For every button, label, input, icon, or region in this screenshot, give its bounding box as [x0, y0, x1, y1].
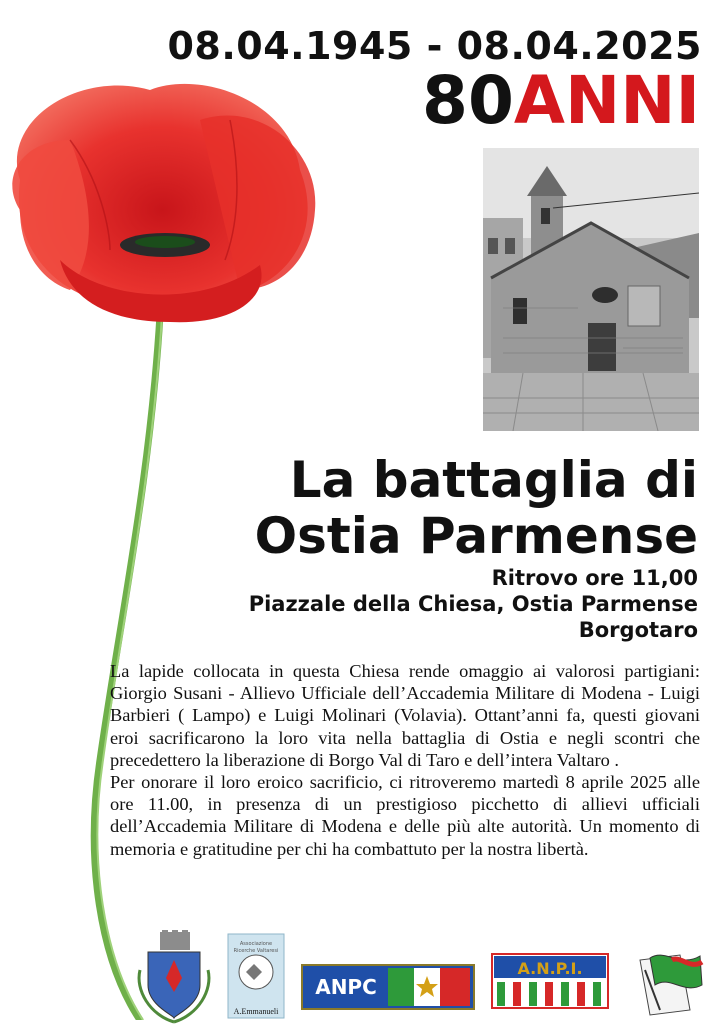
meeting-place: Piazzale della Chiesa, Ostia Parmense [248, 592, 698, 616]
title-line-1: La battaglia di [289, 451, 698, 509]
description-paragraph-2: Per onorare il loro eroico sacrificio, ci ritroveremo martedì 8 aprile 2025 alle ore 11.00, in presenza di un prestigioso picchetto di allievi ufficiali dell’Accademia Militare di Modena e delle più alte autorità. Un momento di memoria e gratitudine per chi ha combattuto per la nostra libertà. [110, 772, 700, 859]
anpi-label: A.N.P.I. [517, 959, 583, 978]
emmanueli-association-logo [228, 934, 284, 1018]
anpi-logo [492, 954, 608, 1008]
event-dates: 08.04.1945 - 08.04.2025 [167, 24, 702, 68]
description-paragraph-1: La lapide collocata in questa Chiesa rende omaggio ai valorosi partigiani: Giorgio Susani - Allievo Ufficiale dell’Accademia Militare di Modena - Luigi Barbieri ( Lampo) e Luigi Molinari (Volavia). Ottant’anni fa, questi giovani eroi sacrificarono la loro vita nella battaglia di Ostia e negli scontri che precedettero la liberazione di Borgo Val di Taro e dell’intera Valtaro . [110, 661, 700, 770]
assoc-sublabel: Ricerche Valtaresi [233, 948, 279, 954]
event-description [110, 660, 700, 860]
anniversary-word: ANNI [513, 62, 700, 139]
flag-emblem-logo [640, 955, 702, 1015]
meeting-town: Borgotaro [578, 618, 698, 642]
assoc-label: Associazione [239, 941, 273, 947]
anniversary-heading [422, 62, 700, 139]
church-photo [483, 148, 699, 431]
meeting-time: Ritrovo ore 11,00 [491, 566, 698, 590]
anniversary-number: 80 [422, 62, 514, 139]
anpc-logo [302, 965, 474, 1009]
sponsor-logos [0, 930, 724, 1024]
title-line-2: Ostia Parmense [254, 507, 698, 565]
borgotaro-crest-logo [139, 930, 209, 1022]
event-title [255, 452, 698, 564]
assoc-name: A.Emmanueli [233, 1007, 279, 1016]
anpc-label: ANPC [315, 975, 377, 999]
